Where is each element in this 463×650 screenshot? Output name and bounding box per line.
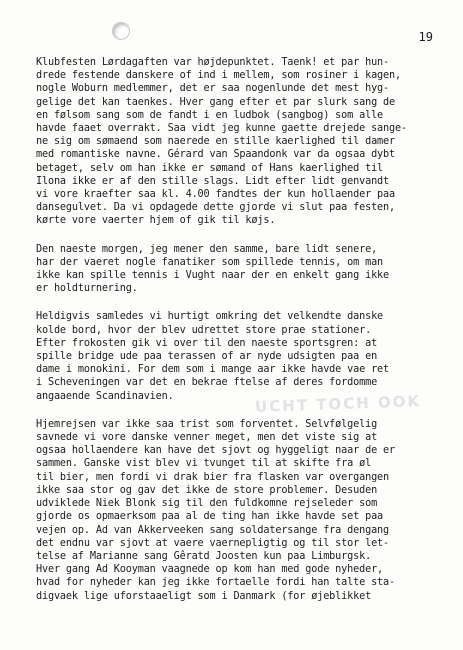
text-line: dansegulvet. Da vi opdagede dette gjorde vi slut paa festen,: [36, 202, 396, 214]
text-line: ogsaa hollaendere kan have det sjovt og hyggeligt naar de er: [36, 445, 396, 457]
text-line: savnede vi vore danske venner meget, men det viste sig at: [36, 432, 378, 444]
paragraph: [36, 243, 436, 296]
text-line: digvaek lige uforstaaeligt som i Danmark (for øjeblikket: [36, 590, 372, 602]
text-line: sammen. Ganske vist blev vi tvunget til at skifte fra øl: [36, 458, 372, 470]
paragraph: [36, 418, 436, 603]
text-line: ne sig om sømaend som naerede en stille kaerlighed til damer: [36, 136, 396, 148]
text-line: drede festende danskere of ind i mellem, som rosiner i kagen,: [36, 70, 401, 82]
text-line: har der vaeret nogle fanatiker som spillede tennis, om man: [36, 256, 384, 268]
text-line: nogle Woburn medlemmer, det er saa nogenlunde det mest hyg-: [36, 83, 390, 95]
text-line: spille bridge ude paa terassen of ar nyde udsigten paa en: [36, 351, 378, 363]
text-line: Efter frokosten gik vi over til den naeste sportsgren: at: [36, 337, 378, 349]
text-line: Ilona ikke er af den stille slags. Lidt efter lidt genvandt: [36, 175, 390, 187]
text-line: udviklede Niek Blonk sig til den fuldkomne rejseleder som: [36, 498, 378, 510]
text-line: Klubfesten Lørdagaften var højdepunktet. Taenk! et par hun-: [36, 57, 390, 68]
text-line: gelige det kan taenkes. Hver gang efter et par slurk sang de: [36, 96, 396, 108]
punch-hole: [112, 22, 130, 40]
text-line: Hjemrejsen var ikke saa trist som forventet. Selvfølgelig: [36, 418, 378, 430]
text-line: kolde bord, hvor der blev udrettet store prae stationer.: [36, 324, 372, 336]
text-line: en følsom sang som de fandt i en ludbok (sangbog) som alle: [36, 109, 384, 121]
document-body: [36, 56, 436, 618]
text-line: angaaende Scandinavien.: [36, 390, 174, 402]
text-line: er holdturnering.: [36, 283, 138, 295]
text-line: med romantiske navne. Gérard van Spaandonk var da ogsaa dybt: [36, 149, 396, 161]
text-line: Den naeste morgen, jeg mener den samme, bare lidt senere,: [36, 243, 378, 255]
text-line: Heldigvis samledes vi hurtigt omkring det velkendte danske: [36, 311, 384, 323]
paragraph: [36, 56, 436, 228]
text-line: kørte vore vaerter hjem of gik til køjs.: [36, 215, 276, 227]
text-line: Hver gang Ad Kooyman vaagnede op kom han med gode nyheder,: [36, 564, 384, 576]
text-line: hvad for nyheder kan jeg ikke fortaelle fordi han talte sta-: [36, 577, 396, 589]
text-line: vi vore kraefter saa kl. 4.00 fandtes der kun hollaender paa: [36, 189, 396, 201]
text-line: til bier, men fordi vi drak bier fra flasken var overgangen: [36, 471, 390, 483]
text-line: dame i monokini. For dem som i mange aar ikke havde vae ret: [36, 364, 390, 376]
text-line: gjorde os opmaerksom paa al de ting han ikke havde set paa: [36, 511, 384, 523]
text-line: ikke saa stor og gav det ikke de store problemer. Desuden: [36, 484, 378, 496]
text-line: vejen op. Ad van Akkerveeken sang soldatersange fra dengang: [36, 524, 390, 536]
text-line: telse af Marianne sang Gêratd Joosten kun paa Limburgsk.: [36, 550, 372, 562]
text-line: betaget, selv om han ikke er sømand of Hans kaerlighed til: [36, 162, 384, 174]
text-line: havde faaet overrakt. Saa vidt jeg kunne gaette drejede sange-: [36, 123, 407, 135]
text-line: i Scheveningen var det en bekrae ftelse af deres fordomme: [36, 377, 378, 389]
text-line: ikke kan spille tennis i Vught naar der en enkelt gang ikke: [36, 270, 390, 282]
faint-watermark-text: UCHT TOCH OOK: [254, 392, 422, 416]
page-number: 19: [418, 30, 433, 44]
paragraph: [36, 310, 436, 402]
text-line: det endnu var sjovt at vaere vaernepligtig og til stor let-: [36, 537, 390, 549]
